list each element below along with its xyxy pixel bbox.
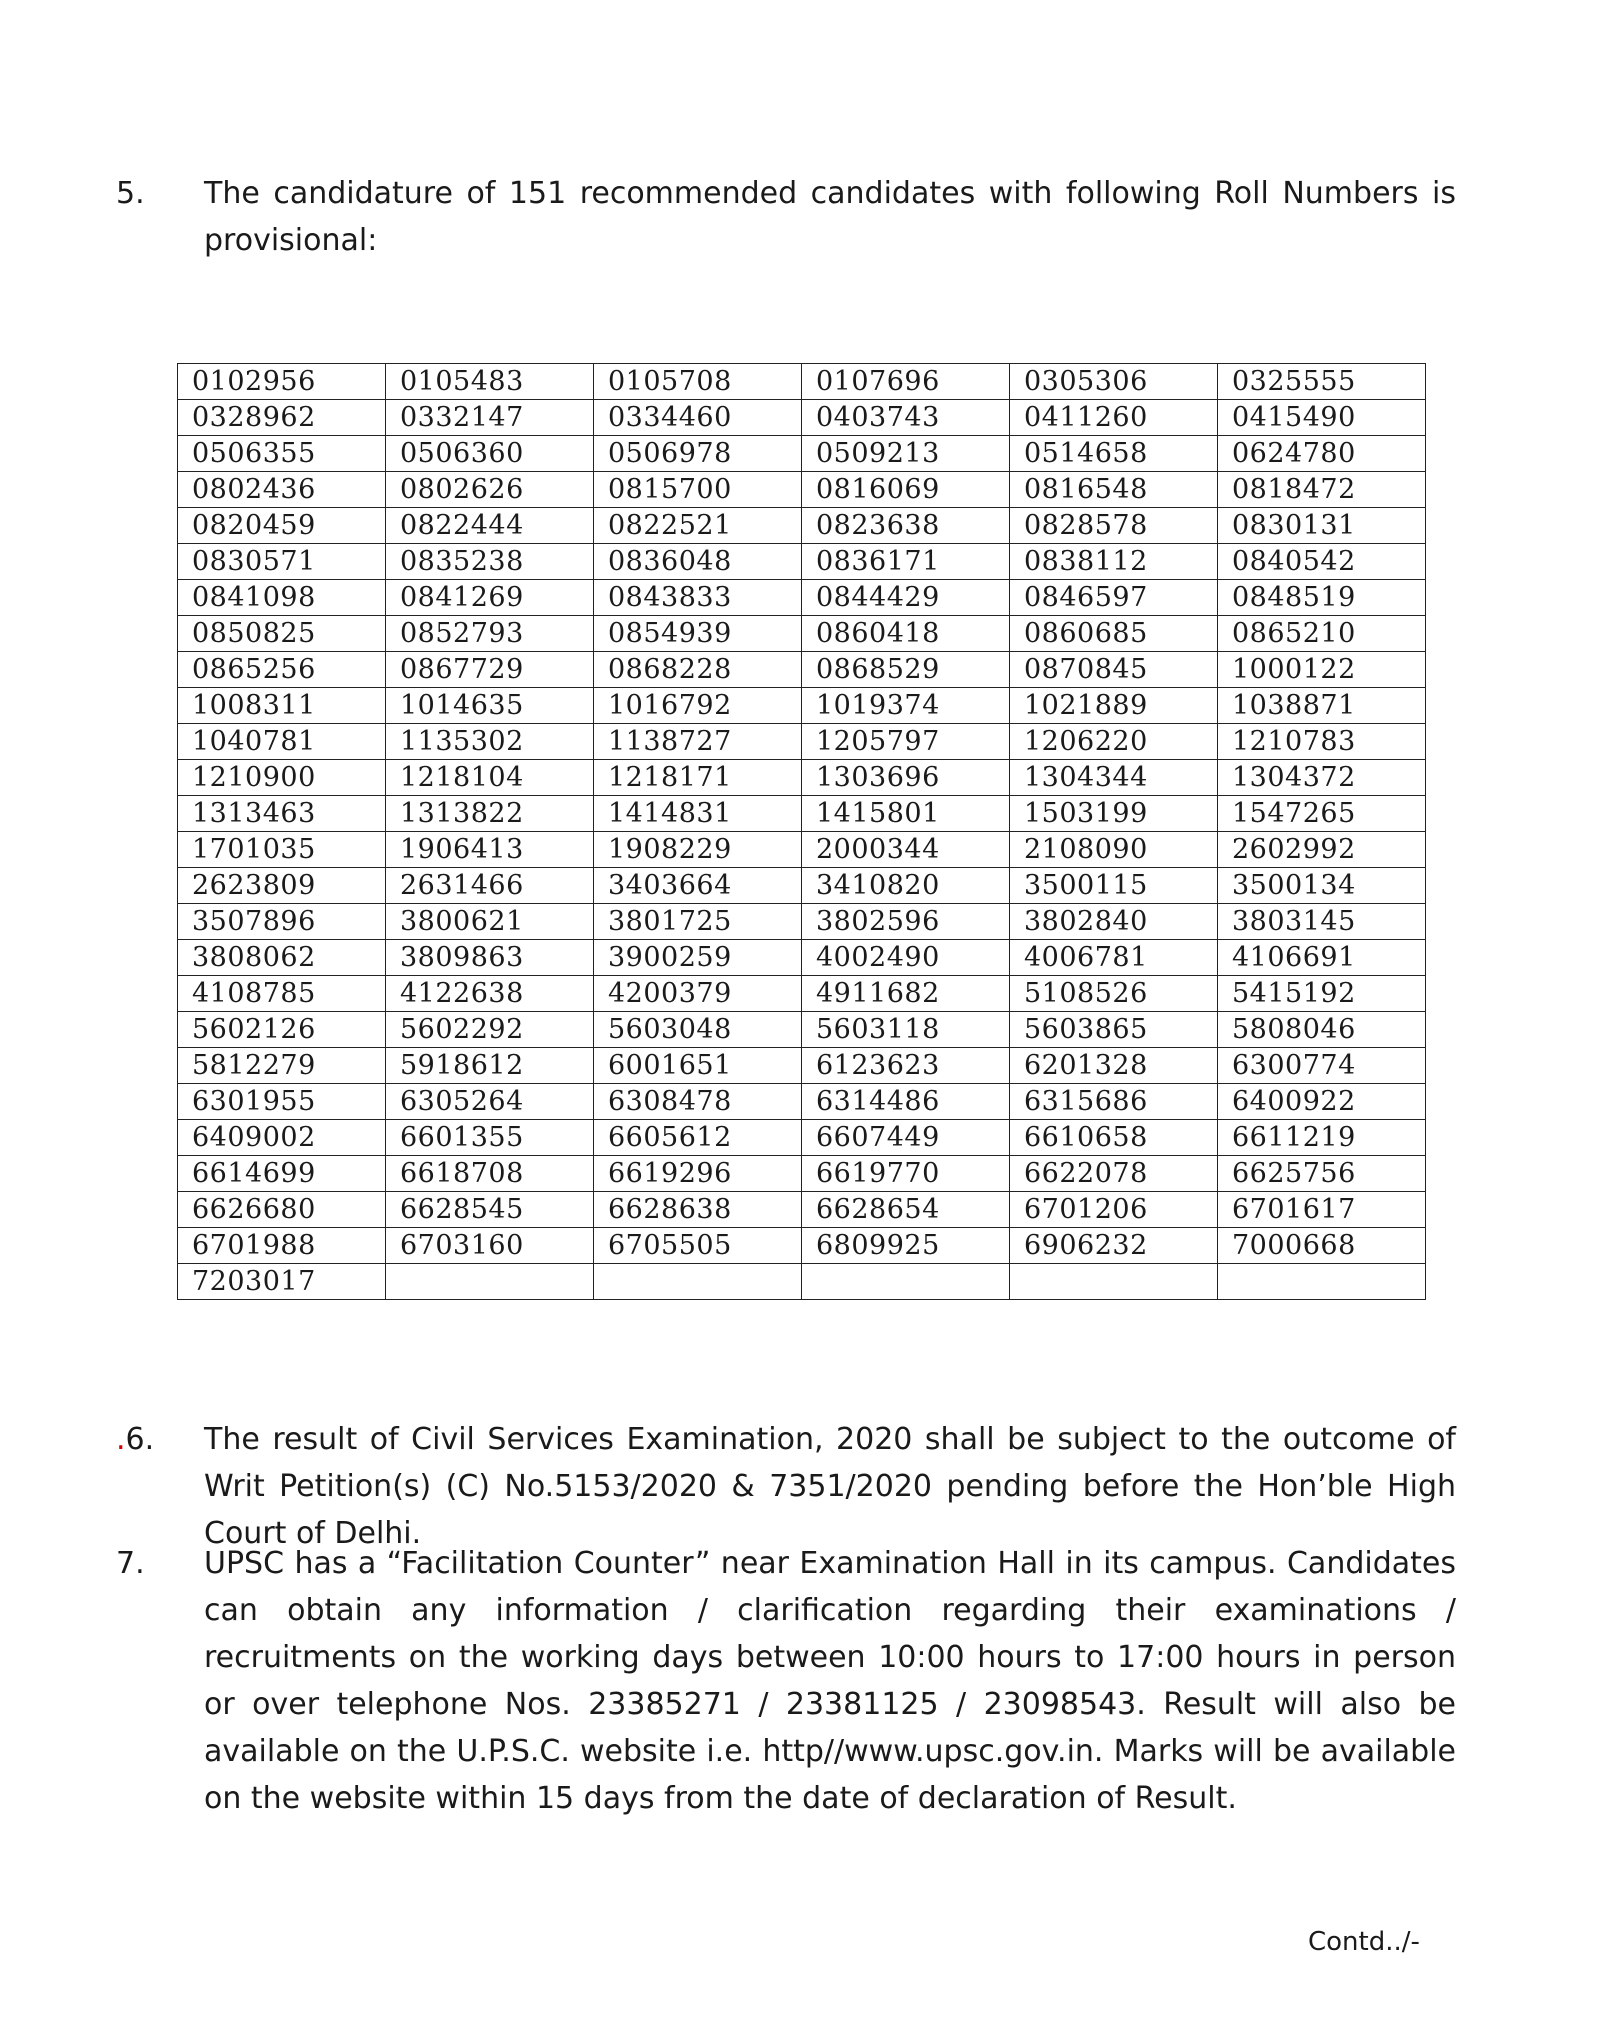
table-row	[178, 1012, 1426, 1048]
roll-number-cell: 6308478	[594, 1084, 802, 1120]
roll-number-cell: 0860685	[1010, 616, 1218, 652]
paragraph-6	[116, 1416, 1456, 1557]
roll-number-cell: 3801725	[594, 904, 802, 940]
roll-number-cell: 0867729	[386, 652, 594, 688]
roll-number-cell: 4122638	[386, 976, 594, 1012]
roll-number-cell: 0624780	[1218, 436, 1426, 472]
roll-number-cell: 2108090	[1010, 832, 1218, 868]
roll-number-cell: 6610658	[1010, 1120, 1218, 1156]
table-row	[178, 472, 1426, 508]
roll-number-cell: 1014635	[386, 688, 594, 724]
roll-number-cell: 0823638	[802, 508, 1010, 544]
roll-number-cell: 0105483	[386, 364, 594, 400]
roll-number-cell: 6315686	[1010, 1084, 1218, 1120]
roll-number-cell	[802, 1264, 1010, 1300]
roll-number-cell: 6625756	[1218, 1156, 1426, 1192]
roll-number-cell: 0840542	[1218, 544, 1426, 580]
table-row	[178, 1048, 1426, 1084]
red-dot-mark: .	[116, 1422, 126, 1457]
table-row	[178, 544, 1426, 580]
roll-number-cell: 0816548	[1010, 472, 1218, 508]
roll-number-cell: 0514658	[1010, 436, 1218, 472]
roll-number-cell: 6618708	[386, 1156, 594, 1192]
roll-number-cell: 0102956	[178, 364, 386, 400]
roll-number-cell: 1135302	[386, 724, 594, 760]
roll-number-cell: 5808046	[1218, 1012, 1426, 1048]
roll-number-cell	[1010, 1264, 1218, 1300]
roll-number-cell: 0506978	[594, 436, 802, 472]
roll-number-cell: 6605612	[594, 1120, 802, 1156]
paragraph-text: The candidature of 151 recommended candidates with following Roll Numbers is provisional:	[204, 176, 1456, 258]
table-row	[178, 1192, 1426, 1228]
roll-number-cell: 3900259	[594, 940, 802, 976]
table-row	[178, 976, 1426, 1012]
roll-number-cell: 1906413	[386, 832, 594, 868]
roll-number-cell: 2000344	[802, 832, 1010, 868]
roll-number-cell: 4106691	[1218, 940, 1426, 976]
roll-number-cell: 4108785	[178, 976, 386, 1012]
roll-number-cell: 3800621	[386, 904, 594, 940]
roll-numbers-table	[177, 363, 1426, 1300]
roll-number-cell: 1304344	[1010, 760, 1218, 796]
table-row	[178, 724, 1426, 760]
roll-number-cell: 0403743	[802, 400, 1010, 436]
paragraph-text: The result of Civil Services Examination, 2020 shall be subject to the outcome of Writ Petition(s) (C) No.5153/2020 & 7351/2020 pending before the Hon’ble High Court of Delhi.	[204, 1422, 1456, 1551]
roll-number-cell: 0822444	[386, 508, 594, 544]
table-row	[178, 832, 1426, 868]
roll-number-cell	[386, 1264, 594, 1300]
roll-number-cell: 3500134	[1218, 868, 1426, 904]
roll-number-cell: 1218104	[386, 760, 594, 796]
roll-number-cell: 6001651	[594, 1048, 802, 1084]
paragraph-5	[116, 170, 1456, 264]
roll-number-cell: 1040781	[178, 724, 386, 760]
roll-number-cell: 2623809	[178, 868, 386, 904]
roll-number-cell: 0828578	[1010, 508, 1218, 544]
roll-number-cell: 7000668	[1218, 1228, 1426, 1264]
roll-number-cell: 0305306	[1010, 364, 1218, 400]
roll-number-cell: 5918612	[386, 1048, 594, 1084]
roll-number-cell: 0411260	[1010, 400, 1218, 436]
roll-number-cell: 6301955	[178, 1084, 386, 1120]
roll-number-cell: 0830131	[1218, 508, 1426, 544]
roll-number-cell: 0328962	[178, 400, 386, 436]
roll-number-cell: 5812279	[178, 1048, 386, 1084]
roll-number-cell: 0868228	[594, 652, 802, 688]
roll-number-cell	[594, 1264, 802, 1300]
roll-number-cell: 6701617	[1218, 1192, 1426, 1228]
roll-number-cell: 0836171	[802, 544, 1010, 580]
roll-number-cell: 0815700	[594, 472, 802, 508]
roll-number-cell: 0802436	[178, 472, 386, 508]
table-row	[178, 868, 1426, 904]
table-row	[178, 364, 1426, 400]
roll-number-cell: 1313822	[386, 796, 594, 832]
roll-number-cell: 2602992	[1218, 832, 1426, 868]
roll-number-cell: 0325555	[1218, 364, 1426, 400]
table-row	[178, 796, 1426, 832]
roll-number-cell: 6409002	[178, 1120, 386, 1156]
roll-number-cell: 1414831	[594, 796, 802, 832]
roll-number-cell: 1313463	[178, 796, 386, 832]
roll-number-cell: 1210783	[1218, 724, 1426, 760]
roll-number-cell: 6809925	[802, 1228, 1010, 1264]
roll-number-cell: 0334460	[594, 400, 802, 436]
roll-number-cell: 0852793	[386, 616, 594, 652]
roll-number-cell: 1701035	[178, 832, 386, 868]
roll-number-cell: 1547265	[1218, 796, 1426, 832]
roll-number-cell: 0860418	[802, 616, 1010, 652]
roll-number-cell: 0820459	[178, 508, 386, 544]
roll-number-cell: 0838112	[1010, 544, 1218, 580]
roll-number-cell: 6201328	[1010, 1048, 1218, 1084]
roll-number-cell: 6622078	[1010, 1156, 1218, 1192]
roll-number-cell: 0841269	[386, 580, 594, 616]
table-row	[178, 652, 1426, 688]
table-row	[178, 1084, 1426, 1120]
roll-number-cell: 3809863	[386, 940, 594, 976]
roll-number-cell: 5415192	[1218, 976, 1426, 1012]
table-row	[178, 1156, 1426, 1192]
table-row	[178, 904, 1426, 940]
roll-number-cell: 0865210	[1218, 616, 1426, 652]
roll-number-cell: 0841098	[178, 580, 386, 616]
roll-number-cell: 6300774	[1218, 1048, 1426, 1084]
table-row	[178, 580, 1426, 616]
roll-number-cell: 5603048	[594, 1012, 802, 1048]
roll-number-cell: 6628654	[802, 1192, 1010, 1228]
roll-number-cell: 0870845	[1010, 652, 1218, 688]
roll-number-cell: 0836048	[594, 544, 802, 580]
roll-number-cell: 6701206	[1010, 1192, 1218, 1228]
roll-number-cell: 6628545	[386, 1192, 594, 1228]
roll-number-cell: 6611219	[1218, 1120, 1426, 1156]
table-row	[178, 688, 1426, 724]
roll-number-cell: 6701988	[178, 1228, 386, 1264]
roll-number-cell: 7203017	[178, 1264, 386, 1300]
table-row	[178, 760, 1426, 796]
roll-number-cell: 5603865	[1010, 1012, 1218, 1048]
roll-number-cell: 1206220	[1010, 724, 1218, 760]
table-row	[178, 508, 1426, 544]
roll-number-cell: 0835238	[386, 544, 594, 580]
paragraph-text: UPSC has a “Facilitation Counter” near Examination Hall in its campus. Candidates can obtain any information / clarification regarding their examinations / recruitments on the working days between 10:00 hours to 17:00 hours in person or over telephone Nos. 23385271 / 23381125 / 23098543. Result will also be available on the U.P.S.C. website i.e. http//www.upsc.gov.in. Marks will be available on the website within 15 days from the date of declaration of Result.	[204, 1546, 1456, 1816]
roll-number-cell: 0332147	[386, 400, 594, 436]
roll-number-cell: 0843833	[594, 580, 802, 616]
roll-number-cell: 1000122	[1218, 652, 1426, 688]
roll-number-cell: 6607449	[802, 1120, 1010, 1156]
roll-number-cell: 1019374	[802, 688, 1010, 724]
roll-number-cell: 1908229	[594, 832, 802, 868]
roll-number-cell: 0509213	[802, 436, 1010, 472]
roll-number-cell: 1415801	[802, 796, 1010, 832]
table-row	[178, 1264, 1426, 1300]
roll-number-cell: 0854939	[594, 616, 802, 652]
roll-number-cell: 3802840	[1010, 904, 1218, 940]
table-row	[178, 400, 1426, 436]
roll-number-cell: 6906232	[1010, 1228, 1218, 1264]
roll-number-cell: 4911682	[802, 976, 1010, 1012]
roll-number-cell: 0848519	[1218, 580, 1426, 616]
roll-number-cell: 3500115	[1010, 868, 1218, 904]
roll-number-cell: 0830571	[178, 544, 386, 580]
roll-number-cell: 4200379	[594, 976, 802, 1012]
roll-number-cell: 3802596	[802, 904, 1010, 940]
paragraph-number: 7.	[116, 1546, 145, 1581]
roll-number-cell: 6626680	[178, 1192, 386, 1228]
table-row	[178, 940, 1426, 976]
table-row	[178, 1120, 1426, 1156]
roll-number-cell: 6705505	[594, 1228, 802, 1264]
roll-number-cell: 1218171	[594, 760, 802, 796]
paragraph-number: .6.	[116, 1422, 155, 1457]
roll-number-cell: 4006781	[1010, 940, 1218, 976]
roll-number-cell: 6123623	[802, 1048, 1010, 1084]
roll-number-cell: 0105708	[594, 364, 802, 400]
roll-number-cell: 3507896	[178, 904, 386, 940]
roll-number-cell: 1021889	[1010, 688, 1218, 724]
roll-number-cell: 1503199	[1010, 796, 1218, 832]
roll-number-cell: 6628638	[594, 1192, 802, 1228]
roll-number-cell	[1218, 1264, 1426, 1300]
roll-number-cell: 1303696	[802, 760, 1010, 796]
roll-number-cell: 6619296	[594, 1156, 802, 1192]
roll-number-cell: 2631466	[386, 868, 594, 904]
roll-number-cell: 0506355	[178, 436, 386, 472]
roll-number-cell: 0868529	[802, 652, 1010, 688]
paragraph-number: 5.	[116, 176, 145, 211]
roll-number-cell: 0822521	[594, 508, 802, 544]
roll-number-cell: 6614699	[178, 1156, 386, 1192]
roll-number-cell: 0850825	[178, 616, 386, 652]
roll-number-cell: 0415490	[1218, 400, 1426, 436]
roll-number-cell: 3410820	[802, 868, 1010, 904]
paragraph-7	[116, 1540, 1456, 1822]
roll-number-cell: 1210900	[178, 760, 386, 796]
roll-number-cell: 6601355	[386, 1120, 594, 1156]
roll-number-cell: 0107696	[802, 364, 1010, 400]
roll-number-cell: 3403664	[594, 868, 802, 904]
roll-number-cell: 1008311	[178, 688, 386, 724]
roll-number-cell: 3803145	[1218, 904, 1426, 940]
roll-number-cell: 5602292	[386, 1012, 594, 1048]
roll-number-cell: 4002490	[802, 940, 1010, 976]
roll-number-cell: 1038871	[1218, 688, 1426, 724]
table-row	[178, 1228, 1426, 1264]
roll-number-cell: 6314486	[802, 1084, 1010, 1120]
table-row	[178, 616, 1426, 652]
roll-number-cell: 0846597	[1010, 580, 1218, 616]
roll-number-cell: 3808062	[178, 940, 386, 976]
roll-number-cell: 1304372	[1218, 760, 1426, 796]
roll-number-cell: 6703160	[386, 1228, 594, 1264]
roll-number-cell: 5602126	[178, 1012, 386, 1048]
roll-number-cell: 5108526	[1010, 976, 1218, 1012]
roll-number-cell: 1205797	[802, 724, 1010, 760]
roll-number-cell: 0506360	[386, 436, 594, 472]
roll-number-cell: 0818472	[1218, 472, 1426, 508]
continued-note: Contd../-	[1308, 1927, 1420, 1957]
roll-number-cell: 0802626	[386, 472, 594, 508]
roll-number-cell: 6619770	[802, 1156, 1010, 1192]
roll-number-cell: 6305264	[386, 1084, 594, 1120]
roll-number-cell: 6400922	[1218, 1084, 1426, 1120]
roll-number-cell: 0844429	[802, 580, 1010, 616]
table-row	[178, 436, 1426, 472]
roll-number-cell: 0865256	[178, 652, 386, 688]
roll-number-cell: 1016792	[594, 688, 802, 724]
roll-number-cell: 1138727	[594, 724, 802, 760]
roll-number-cell: 5603118	[802, 1012, 1010, 1048]
roll-number-cell: 0816069	[802, 472, 1010, 508]
